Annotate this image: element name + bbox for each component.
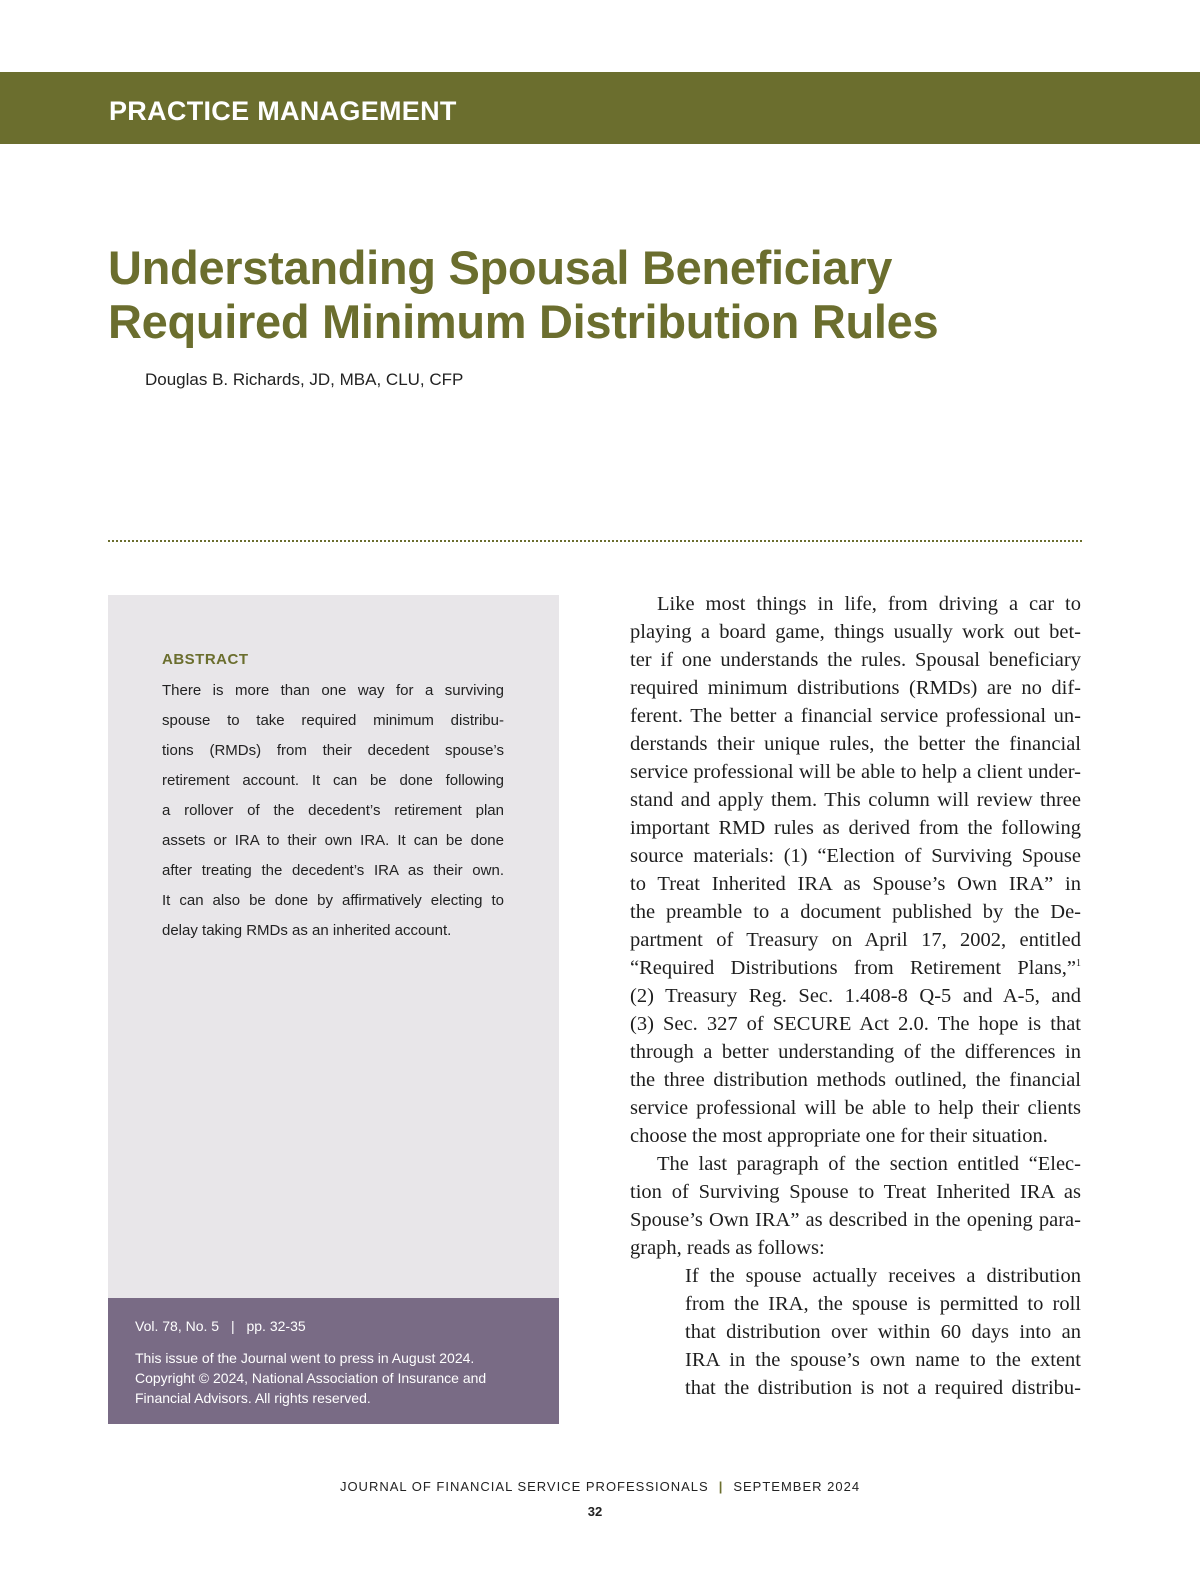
- volume-divider: |: [230, 1318, 235, 1334]
- quote-line: If the spouse actually receives a distribution: [685, 1265, 1081, 1287]
- copyright-line: Copyright © 2024, National Association of Insurance and: [135, 1370, 487, 1386]
- article-title-line: Understanding Spousal Beneficiary: [108, 241, 893, 294]
- page-footer: [0, 1479, 1200, 1494]
- article-body: [630, 590, 1081, 1402]
- body-line: through a better understanding of the differences in: [630, 1041, 1081, 1063]
- body-line: The last paragraph of the section entitled “Elec-: [657, 1153, 1081, 1175]
- footnote-marker[interactable]: 1: [1076, 958, 1081, 969]
- abstract-line: It can also be done by affirmatively electing to: [162, 892, 504, 909]
- quote-line: that the distribution is not a required distribu-: [685, 1377, 1081, 1399]
- volume-number: Vol. 78, No. 5: [135, 1318, 220, 1334]
- dotted-divider: [108, 540, 1082, 542]
- copyright-note: [135, 1348, 545, 1408]
- body-line: important RMD rules as derived from the following: [630, 817, 1081, 839]
- abstract-line: assets or IRA to their own IRA. It can be done: [162, 832, 504, 849]
- abstract-line: spouse to take required minimum distribu-: [162, 712, 504, 729]
- body-line: (2) Treasury Reg. Sec. 1.408-8 Q-5 and A-5, and: [630, 985, 1081, 1007]
- abstract-line: after treating the decedent’s IRA as their own.: [162, 862, 504, 879]
- issue-volume: [135, 1318, 306, 1334]
- article-title-line: Required Minimum Distribution Rules: [108, 295, 939, 348]
- body-line: service professional will be able to help their clients: [630, 1097, 1081, 1119]
- body-line: source materials: (1) “Election of Surviving Spouse: [630, 845, 1081, 867]
- issue-date: SEPTEMBER 2024: [733, 1479, 861, 1494]
- page-range: pp. 32-35: [246, 1318, 306, 1334]
- section-label: PRACTICE MANAGEMENT: [109, 96, 457, 126]
- copyright-line: This issue of the Journal went to press in August 2024.: [135, 1350, 475, 1366]
- body-line: the preamble to a document published by the De-: [630, 901, 1081, 923]
- abstract-line: a rollover of the decedent’s retirement plan: [162, 802, 504, 819]
- abstract-line: delay taking RMDs as an inherited account.: [162, 922, 452, 939]
- body-line: ter if one understands the rules. Spousal beneficiary: [630, 649, 1081, 671]
- body-line: (3) Sec. 327 of SECURE Act 2.0. The hope is that: [630, 1013, 1081, 1035]
- abstract-heading: ABSTRACT: [162, 651, 249, 668]
- body-line: stand and apply them. This column will review three: [630, 789, 1081, 811]
- body-line: required minimum distributions (RMDs) are no dif-: [630, 677, 1081, 699]
- copyright-line: Financial Advisors. All rights reserved.: [135, 1390, 371, 1406]
- article-title: [108, 241, 1108, 349]
- body-line: Spouse’s Own IRA” as described in the opening para-: [630, 1209, 1081, 1231]
- body-line: Like most things in life, from driving a car to: [657, 593, 1081, 615]
- body-line: service professional will be able to help a client under-: [630, 761, 1081, 783]
- abstract-line: tions (RMDs) from their decedent spouse’s: [162, 742, 504, 759]
- author-byline: Douglas B. Richards, JD, MBA, CLU, CFP: [145, 370, 464, 389]
- quote-line: from the IRA, the spouse is permitted to roll: [685, 1293, 1081, 1315]
- quote-line: that distribution over within 60 days into an: [685, 1321, 1081, 1343]
- body-line: partment of Treasury on April 17, 2002, entitled: [630, 929, 1081, 951]
- footer-divider: |: [718, 1479, 724, 1494]
- quote-line: IRA in the spouse’s own name to the extent: [685, 1349, 1081, 1371]
- abstract-line: There is more than one way for a surviving: [162, 682, 504, 699]
- abstract-text: [162, 676, 504, 946]
- body-line: derstands their unique rules, the better the financial: [630, 733, 1081, 755]
- page-number: 32: [587, 1504, 603, 1519]
- journal-name: JOURNAL OF FINANCIAL SERVICE PROFESSIONALS: [339, 1479, 709, 1494]
- body-line-with-footnote: [630, 954, 1081, 982]
- body-line: ferent. The better a financial service professional un-: [630, 705, 1081, 727]
- abstract-line: retirement account. It can be done following: [162, 772, 504, 789]
- body-line: tion of Surviving Spouse to Treat Inherited IRA as: [630, 1181, 1081, 1203]
- body-line: the three distribution methods outlined, the financial: [630, 1069, 1081, 1091]
- body-line: graph, reads as follows:: [630, 1237, 825, 1259]
- body-line: playing a board game, things usually work out bet-: [630, 621, 1081, 643]
- footnote-line-text: “Required Distributions from Retirement Plans,”: [630, 957, 1076, 979]
- body-line: choose the most appropriate one for their situation.: [630, 1125, 1048, 1147]
- body-line: to Treat Inherited IRA as Spouse’s Own IRA” in: [630, 873, 1081, 895]
